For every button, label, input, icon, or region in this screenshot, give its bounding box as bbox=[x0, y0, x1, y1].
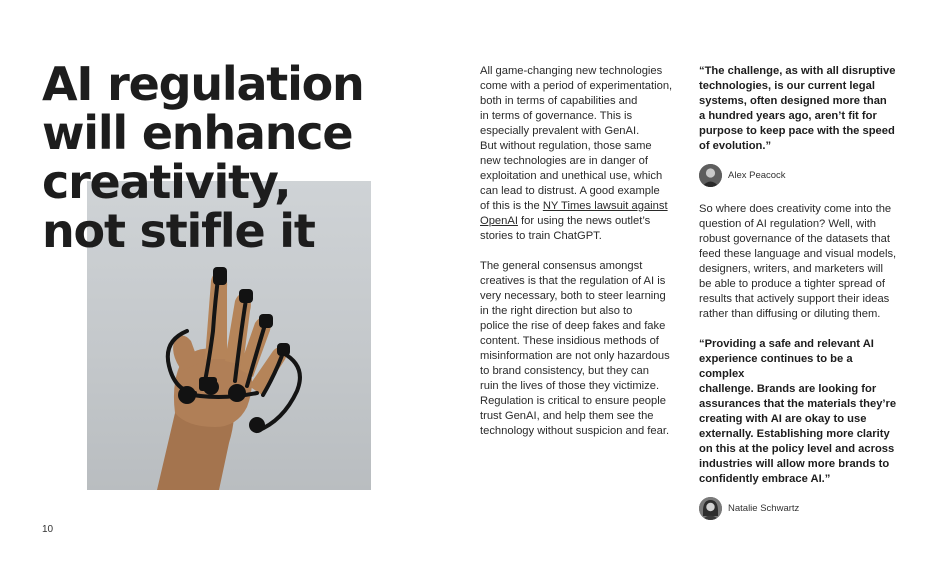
text-line: especially prevalent with GenAI. bbox=[480, 125, 640, 137]
text-line: exploitation and unethical use, which bbox=[480, 170, 663, 182]
quote-line: creating with AI are okay to use bbox=[699, 413, 867, 425]
text-line: Regulation is critical to ensure people bbox=[480, 395, 666, 407]
author-name: Alex Peacock bbox=[728, 169, 786, 181]
text-line: All game-changing new technologies bbox=[480, 65, 663, 77]
text-line: misinformation are not only hazardous bbox=[480, 350, 670, 362]
text-line: rather than diffusing or diluting them. bbox=[699, 308, 881, 320]
text-line: But without regulation, those same bbox=[480, 140, 652, 152]
pull-quote-peacock bbox=[699, 64, 899, 154]
text-line bbox=[480, 214, 680, 229]
page-number: 10 bbox=[42, 524, 54, 535]
text-line: robust governance of the datasets that bbox=[699, 233, 890, 245]
headline-line: will enhance bbox=[42, 106, 353, 160]
paragraph-intro bbox=[480, 64, 680, 244]
text-line: come with a period of experimentation, bbox=[480, 80, 673, 92]
text-line: ruin the lives of those they victimize. bbox=[480, 380, 660, 392]
text-line bbox=[480, 199, 680, 214]
quote-line: challenge. Brands are looking for bbox=[699, 383, 877, 395]
text-fragment: for using the news outlet’s bbox=[517, 215, 651, 227]
text-line: question of AI regulation? Well, with bbox=[699, 218, 877, 230]
quote-line: externally. Establishing more clarity bbox=[699, 428, 890, 440]
text-line: trust GenAI, and help them see the bbox=[480, 410, 654, 422]
paragraph-gap bbox=[699, 322, 899, 337]
author-name: Natalie Schwartz bbox=[728, 502, 800, 514]
paragraph-gap bbox=[699, 187, 899, 202]
quote-author bbox=[699, 163, 899, 187]
quote-line: “Providing a safe and relevant AI bbox=[699, 338, 874, 350]
quote-line: “The challenge, as with all disruptive bbox=[699, 65, 896, 77]
text-line: technology without suspicion and fear. bbox=[480, 425, 670, 437]
quote-line: on this at the policy level and across bbox=[699, 443, 895, 455]
text-line: creatives is that the regulation of AI is bbox=[480, 275, 666, 287]
text-line: results that actively support their ideas bbox=[699, 293, 890, 305]
paragraph-creativity bbox=[699, 202, 899, 322]
body-column-right bbox=[699, 64, 899, 520]
quote-line: of evolution.” bbox=[699, 140, 772, 152]
quote-line: purpose to keep pace with the speed bbox=[699, 125, 895, 137]
text-line: to brand consistency, but they can bbox=[480, 365, 649, 377]
text-line: in terms of governance. This is bbox=[480, 110, 633, 122]
paragraph-consensus bbox=[480, 259, 680, 439]
quote-author bbox=[699, 496, 899, 520]
quote-line: technologies, is our current legal bbox=[699, 80, 875, 92]
text-line: content. These insidious methods of bbox=[480, 335, 659, 347]
text-line: new technologies are in danger of bbox=[480, 155, 648, 167]
text-line: So where does creativity come into the bbox=[699, 203, 892, 215]
paragraph-gap bbox=[480, 244, 680, 259]
avatar bbox=[699, 497, 722, 520]
text-line: very necessary, both to steer learning bbox=[480, 290, 666, 302]
pull-quote-schwartz bbox=[699, 337, 899, 487]
text-line: be able to produce a tighter spread of bbox=[699, 278, 885, 290]
text-line: police the rise of deep fakes and fake bbox=[480, 320, 666, 332]
avatar bbox=[699, 164, 722, 187]
headline-line: creativity, bbox=[42, 155, 291, 209]
quote-line: a hundred years ago, aren’t fit for bbox=[699, 110, 877, 122]
quote-line: systems, often designed more than bbox=[699, 95, 887, 107]
quote-line: industries will allow more brands to bbox=[699, 458, 890, 470]
quote-line: assurances that the materials they’re bbox=[699, 398, 897, 410]
quote-line: experience continues to be a complex bbox=[699, 353, 853, 380]
nyt-lawsuit-link[interactable]: NY Times lawsuit against bbox=[542, 200, 668, 212]
openai-link[interactable]: OpenAI bbox=[480, 215, 518, 227]
text-line: designers, writers, and marketers will bbox=[699, 263, 884, 275]
text-line: feed these language and visual models, bbox=[699, 248, 897, 260]
headline-line: AI regulation bbox=[42, 57, 364, 111]
text-fragment: of this is the bbox=[480, 200, 543, 212]
text-line: in the right direction but also to bbox=[480, 305, 633, 317]
text-line: can lead to distrust. A good example bbox=[480, 185, 660, 197]
headline-line: not stifle it bbox=[42, 204, 315, 258]
quote-line: confidently embrace AI.” bbox=[699, 473, 831, 485]
text-line: stories to train ChatGPT. bbox=[480, 230, 602, 242]
page-headline bbox=[42, 57, 364, 258]
body-column-left bbox=[480, 64, 680, 439]
text-line: both in terms of capabilities and bbox=[480, 95, 638, 107]
text-line: The general consensus amongst bbox=[480, 260, 643, 272]
